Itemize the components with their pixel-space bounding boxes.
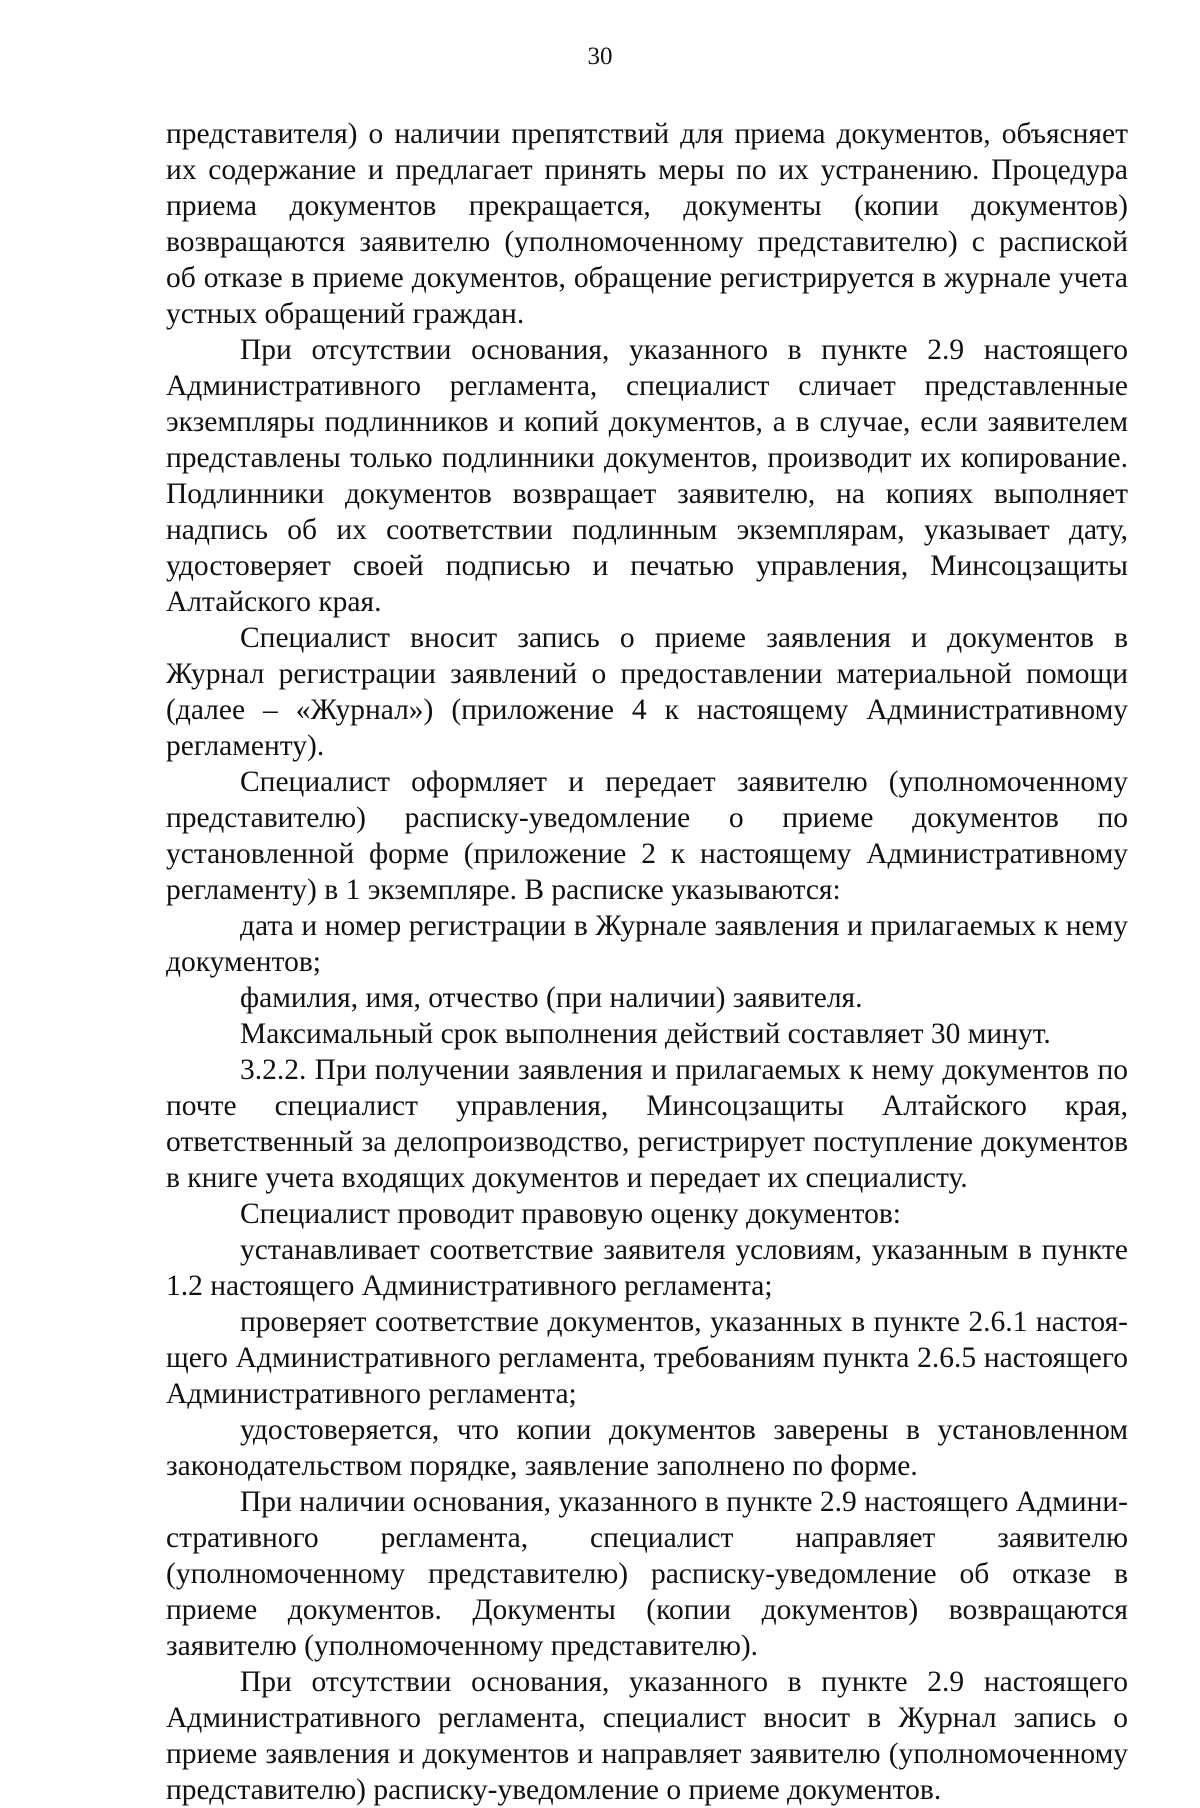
paragraph: представителя) о наличии препятствий для приема документов, объясняет их содержание и предлагает принять меры по их устранению. Процедура приема документов прекращается, документы (копии документов) возвращаются заявителю (уполномоченному представителю) с распиской об отказе в приеме документов, обращение регистрируется в журнале учета устных обращений граждан.: [166, 118, 1128, 330]
list-item: фамилия, имя, отчество (при наличии) заявителя.: [240, 982, 863, 1014]
paragraph: Специалист вносит запись о приеме заявления и документов в Журнал регистрации заявлений о предоставлении материальной помощи (далее – «Журнал») (приложение 4 к настоящему Административному регламенту).: [166, 622, 1128, 762]
page-number: 30: [587, 43, 613, 70]
paragraph: Специалист проводит правовую оценку документов:: [240, 1198, 901, 1230]
document-body: [166, 116, 1128, 1808]
paragraph: Специалист оформляет и передает заявителю (уполномоченному представителю) расписку-уведомление о приеме документов по установленной форме (приложение 2 к настоящему Административному регламенту) в 1 экземпляре. В расписке указываются:: [166, 766, 1128, 906]
paragraph: При наличии основания, указанного в пункте 2.9 настоящего Административного регламента, специалист направляет заявителю (уполномоченному представителю) расписку-уведомление об отказе в приеме документов. Документы (копии документов) возвращаются заявителю (уполномоченному представителю).: [166, 1486, 1128, 1662]
list-item: устанавливает соответствие заявителя условиям, указанным в пункте 1.2 настоящего Административного регламента;: [166, 1234, 1128, 1302]
paragraph: При отсутствии основания, указанного в пункте 2.9 настоящего Административного регламента, специалист вносит в Журнал запись о приеме заявления и документов и направляет заявителю (уполномоченному представителю) расписку-уведомление о приеме документов.: [166, 1666, 1128, 1806]
list-item: удостоверяется, что копии документов заверены в установленном законодательством порядке, заявление заполнено по форме.: [166, 1414, 1128, 1482]
paragraph: Максимальный срок выполнения действий составляет 30 минут.: [240, 1018, 1051, 1050]
list-item: дата и номер регистрации в Журнале заявления и прилагаемых к нему документов;: [166, 910, 1128, 978]
list-item: проверяет соответствие документов, указанных в пункте 2.6.1 настоящего Административного регламента, требованиям пункта 2.6.5 настоящего Административного регламента;: [166, 1306, 1128, 1410]
paragraph: При отсутствии основания, указанного в пункте 2.9 настоящего Административного регламента, специалист сличает представленные экземпляры подлинников и копий документов, а в случае, если заявителем представлены только подлинники документов, производит их копирование. Подлинники документов возвращает заявителю, на копиях выполняет надпись об их соответствии подлинным экземплярам, указывает дату, удостоверяет своей подписью и печатью управления, Минсоцзащиты Алтайского края.: [166, 334, 1128, 618]
paragraph: 3.2.2. При получении заявления и прилагаемых к нему документов по почте специалист управления, Минсоцзащиты Алтайского края, ответственный за делопроизводство, регистрирует поступление документов в книге учета входящих документов и передает их специалисту.: [166, 1054, 1128, 1194]
